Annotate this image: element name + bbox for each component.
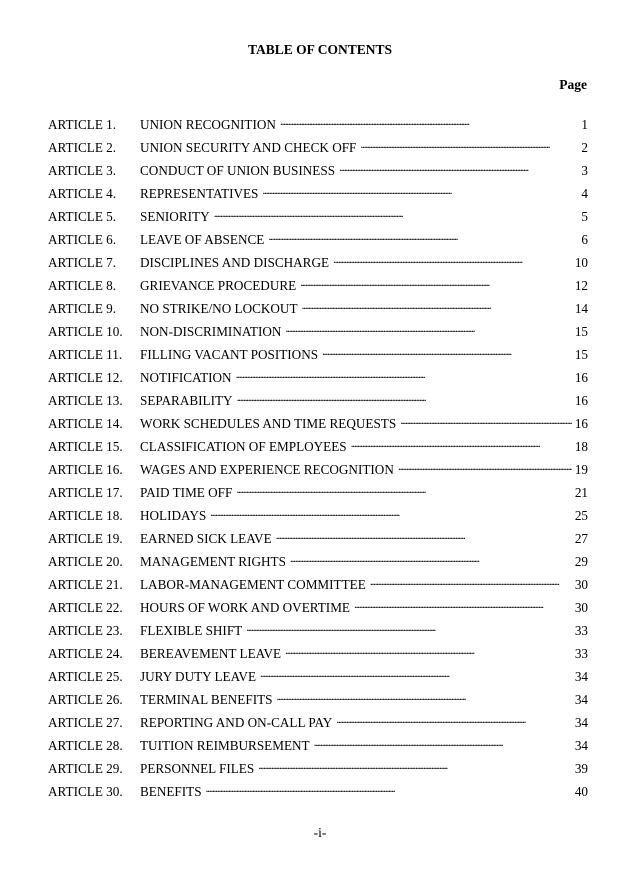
toc-page-number: 30 bbox=[574, 577, 588, 592]
dot-leader bbox=[210, 510, 572, 520]
dot-leader bbox=[262, 188, 572, 198]
toc-entry[interactable] bbox=[48, 370, 588, 393]
toc-article-title: BEREAVEMENT LEAVE bbox=[140, 646, 282, 661]
toc-entry[interactable] bbox=[48, 784, 588, 807]
toc-article-title: DISCIPLINES AND DISCHARGE bbox=[140, 255, 330, 270]
toc-article-title: WORK SCHEDULES AND TIME REQUESTS bbox=[140, 416, 397, 431]
toc-entry[interactable] bbox=[48, 554, 588, 577]
toc-page-number: 34 bbox=[574, 669, 588, 684]
toc-article-number: ARTICLE 27. bbox=[48, 715, 123, 730]
dot-leader bbox=[276, 533, 572, 543]
toc-article-title: UNION SECURITY AND CHECK OFF bbox=[140, 140, 357, 155]
toc-article-title: NO STRIKE/NO LOCKOUT bbox=[140, 301, 298, 316]
toc-article-title: FLEXIBLE SHIFT bbox=[140, 623, 243, 638]
toc-article-number: ARTICLE 5. bbox=[48, 209, 117, 224]
toc-entry[interactable] bbox=[48, 255, 588, 278]
dot-leader bbox=[322, 349, 572, 359]
toc-entry[interactable] bbox=[48, 462, 588, 485]
toc-entry[interactable] bbox=[48, 531, 588, 554]
toc-article-number: ARTICLE 20. bbox=[48, 554, 123, 569]
toc-entry[interactable] bbox=[48, 715, 588, 738]
toc-entry[interactable] bbox=[48, 738, 588, 761]
dot-leader bbox=[276, 694, 572, 704]
toc-article-number: ARTICLE 18. bbox=[48, 508, 123, 523]
toc-article-number: ARTICLE 6. bbox=[48, 232, 117, 247]
toc-page-number: 15 bbox=[574, 347, 588, 362]
toc-article-title: LABOR-MANAGEMENT COMMITTEE bbox=[140, 577, 366, 592]
dot-leader bbox=[285, 326, 572, 336]
toc-article-number: ARTICLE 29. bbox=[48, 761, 123, 776]
toc-page-number: 1 bbox=[581, 117, 588, 132]
toc-article-number: ARTICLE 13. bbox=[48, 393, 123, 408]
toc-page-number: 16 bbox=[574, 370, 588, 385]
toc-article-title: PAID TIME OFF bbox=[140, 485, 233, 500]
toc-page-number: 21 bbox=[574, 485, 588, 500]
toc-page-number: 33 bbox=[574, 646, 588, 661]
toc-entry[interactable] bbox=[48, 577, 588, 600]
toc-article-number: ARTICLE 7. bbox=[48, 255, 117, 270]
toc-article-number: ARTICLE 30. bbox=[48, 784, 123, 799]
toc-article-number: ARTICLE 16. bbox=[48, 462, 123, 477]
toc-page-number: 6 bbox=[581, 232, 588, 247]
toc-entry[interactable] bbox=[48, 347, 588, 370]
toc-entry[interactable] bbox=[48, 117, 588, 140]
dot-leader bbox=[314, 740, 572, 750]
dot-leader bbox=[339, 165, 572, 175]
toc-article-title: NOTIFICATION bbox=[140, 370, 232, 385]
toc-page-number: 4 bbox=[581, 186, 588, 201]
toc-page-number: 30 bbox=[574, 600, 588, 615]
toc-page-number: 18 bbox=[574, 439, 588, 454]
toc-article-title: REPORTING AND ON-CALL PAY bbox=[140, 715, 333, 730]
toc-article-number: ARTICLE 24. bbox=[48, 646, 123, 661]
toc-article-number: ARTICLE 14. bbox=[48, 416, 123, 431]
toc-article-title: WAGES AND EXPERIENCE RECOGNITION bbox=[140, 462, 394, 477]
toc-entry[interactable] bbox=[48, 278, 588, 301]
dot-leader bbox=[360, 142, 572, 152]
toc-article-number: ARTICLE 28. bbox=[48, 738, 123, 753]
toc-article-number: ARTICLE 23. bbox=[48, 623, 123, 638]
toc-page-number: 29 bbox=[574, 554, 588, 569]
dot-leader bbox=[260, 671, 572, 681]
toc-entry[interactable] bbox=[48, 508, 588, 531]
toc-entry[interactable] bbox=[48, 761, 588, 784]
toc-page-number: 10 bbox=[574, 255, 588, 270]
toc-article-number: ARTICLE 2. bbox=[48, 140, 117, 155]
toc-page-number: 33 bbox=[574, 623, 588, 638]
dot-leader bbox=[280, 119, 572, 129]
toc-page-number: 34 bbox=[574, 715, 588, 730]
toc-entry[interactable] bbox=[48, 669, 588, 692]
toc-entry[interactable] bbox=[48, 646, 588, 669]
toc-page-number: 12 bbox=[574, 278, 588, 293]
toc-entry[interactable] bbox=[48, 232, 588, 255]
toc-article-number: ARTICLE 3. bbox=[48, 163, 117, 178]
toc-list bbox=[48, 117, 588, 807]
dot-leader bbox=[285, 648, 572, 658]
dot-leader bbox=[246, 625, 572, 635]
toc-entry[interactable] bbox=[48, 623, 588, 646]
dot-leader bbox=[214, 211, 572, 221]
toc-page-number: 14 bbox=[574, 301, 588, 316]
toc-article-title: MANAGEMENT RIGHTS bbox=[140, 554, 286, 569]
dot-leader bbox=[351, 441, 572, 451]
dot-leader bbox=[336, 717, 572, 727]
toc-entry[interactable] bbox=[48, 600, 588, 623]
toc-title: TABLE OF CONTENTS bbox=[247, 42, 393, 57]
toc-entry[interactable] bbox=[48, 301, 588, 324]
toc-page-number: 39 bbox=[574, 761, 588, 776]
toc-article-title: FILLING VACANT POSITIONS bbox=[140, 347, 319, 362]
toc-article-title: UNION RECOGNITION bbox=[140, 117, 276, 132]
toc-page-number: 15 bbox=[574, 324, 588, 339]
toc-entry[interactable] bbox=[48, 416, 588, 439]
toc-entry[interactable] bbox=[48, 163, 588, 186]
dot-leader bbox=[400, 418, 572, 428]
toc-article-title: EARNED SICK LEAVE bbox=[140, 531, 272, 546]
toc-article-number: ARTICLE 9. bbox=[48, 301, 117, 316]
toc-page-number: 25 bbox=[574, 508, 588, 523]
toc-article-title: CONDUCT OF UNION BUSINESS bbox=[140, 163, 336, 178]
toc-entry[interactable] bbox=[48, 393, 588, 416]
toc-entry[interactable] bbox=[48, 324, 588, 347]
toc-article-number: ARTICLE 11. bbox=[48, 347, 123, 362]
toc-article-number: ARTICLE 4. bbox=[48, 186, 117, 201]
toc-article-title: LEAVE OF ABSENCE bbox=[140, 232, 265, 247]
dot-leader bbox=[237, 395, 572, 405]
page-column-header: Page bbox=[559, 77, 587, 92]
toc-article-title: SEPARABILITY bbox=[140, 393, 233, 408]
dot-leader bbox=[398, 464, 572, 474]
dot-leader bbox=[354, 602, 572, 612]
toc-entry[interactable] bbox=[48, 209, 588, 232]
toc-article-title: JURY DUTY LEAVE bbox=[140, 669, 256, 684]
toc-article-title: TUITION REIMBURSEMENT bbox=[140, 738, 310, 753]
toc-page-number: 27 bbox=[574, 531, 588, 546]
toc-article-title: HOLIDAYS bbox=[140, 508, 207, 523]
dot-leader bbox=[236, 372, 572, 382]
toc-page-number: 16 bbox=[574, 393, 588, 408]
toc-article-number: ARTICLE 22. bbox=[48, 600, 123, 615]
toc-article-number: ARTICLE 15. bbox=[48, 439, 123, 454]
toc-article-number: ARTICLE 19. bbox=[48, 531, 123, 546]
toc-article-title: REPRESENTATIVES bbox=[140, 186, 259, 201]
toc-article-title: TERMINAL BENEFITS bbox=[140, 692, 273, 707]
toc-article-title: CLASSIFICATION OF EMPLOYEES bbox=[140, 439, 347, 454]
toc-article-title: GRIEVANCE PROCEDURE bbox=[140, 278, 297, 293]
toc-article-title: NON-DISCRIMINATION bbox=[140, 324, 282, 339]
dot-leader bbox=[236, 487, 572, 497]
toc-article-number: ARTICLE 12. bbox=[48, 370, 123, 385]
dot-leader bbox=[206, 786, 572, 796]
toc-article-number: ARTICLE 25. bbox=[48, 669, 123, 684]
toc-page-number: 40 bbox=[574, 784, 588, 799]
toc-page-number: 2 bbox=[581, 140, 588, 155]
dot-leader bbox=[258, 763, 572, 773]
footer-page-number: -i- bbox=[313, 825, 327, 840]
toc-article-title: HOURS OF WORK AND OVERTIME bbox=[140, 600, 350, 615]
dot-leader bbox=[300, 280, 572, 290]
toc-entry[interactable] bbox=[48, 140, 588, 163]
toc-page-number: 3 bbox=[581, 163, 588, 178]
toc-page-number: 34 bbox=[574, 692, 588, 707]
dot-leader bbox=[370, 579, 572, 589]
toc-article-number: ARTICLE 21. bbox=[48, 577, 123, 592]
toc-article-number: ARTICLE 17. bbox=[48, 485, 123, 500]
toc-page-number: 16 bbox=[574, 416, 588, 431]
toc-entry[interactable] bbox=[48, 439, 588, 462]
toc-article-title: PERSONNEL FILES bbox=[140, 761, 255, 776]
toc-article-number: ARTICLE 10. bbox=[48, 324, 123, 339]
toc-entry[interactable] bbox=[48, 485, 588, 508]
toc-entry[interactable] bbox=[48, 692, 588, 715]
dot-leader bbox=[333, 257, 572, 267]
toc-article-number: ARTICLE 1. bbox=[48, 117, 117, 132]
toc-article-number: ARTICLE 26. bbox=[48, 692, 123, 707]
toc-entry[interactable] bbox=[48, 186, 588, 209]
toc-article-title: SENIORITY bbox=[140, 209, 210, 224]
toc-page-number: 34 bbox=[574, 738, 588, 753]
dot-leader bbox=[268, 234, 572, 244]
dot-leader bbox=[302, 303, 572, 313]
toc-article-number: ARTICLE 8. bbox=[48, 278, 117, 293]
toc-page-number: 5 bbox=[581, 209, 588, 224]
toc-article-title: BENEFITS bbox=[140, 784, 202, 799]
dot-leader bbox=[290, 556, 572, 566]
toc-page-number: 19 bbox=[574, 462, 588, 477]
